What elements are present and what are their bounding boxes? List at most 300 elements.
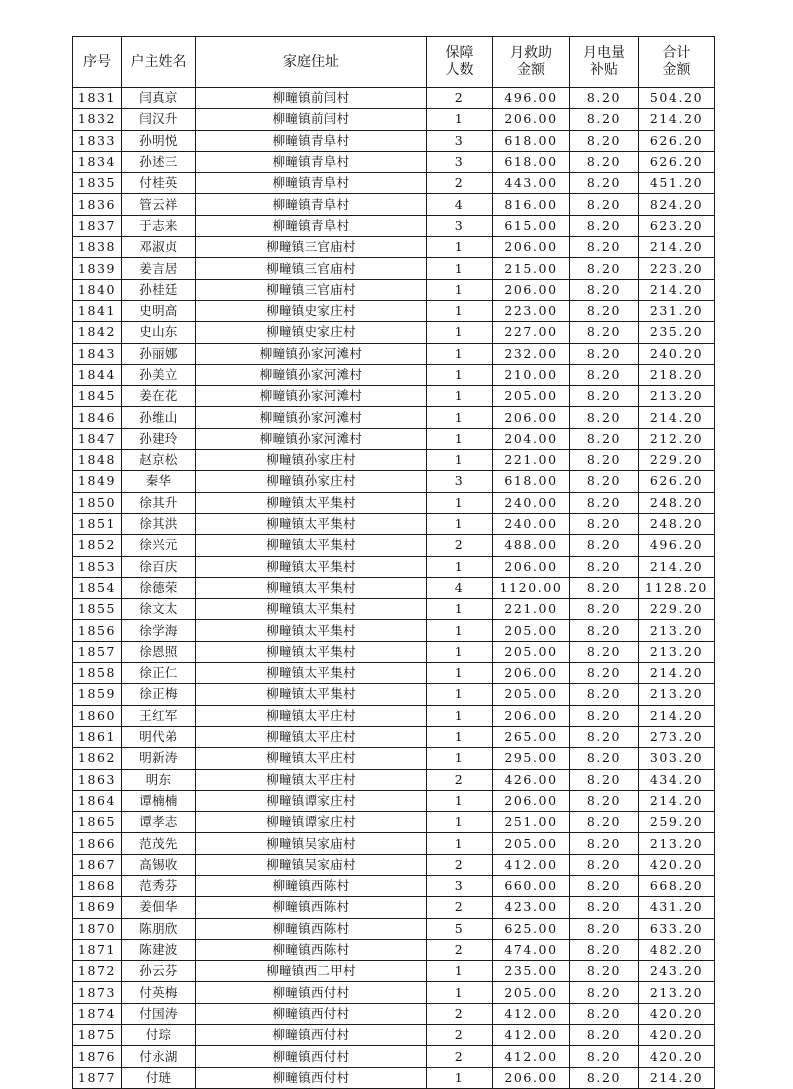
subsidy-cell: 8.20 — [570, 215, 639, 236]
address-cell: 柳疃镇西付村 — [196, 1003, 427, 1024]
serial-cell: 1866 — [73, 833, 122, 854]
serial-cell: 1850 — [73, 492, 122, 513]
subsidy-cell: 8.20 — [570, 428, 639, 449]
address-cell: 柳疃镇孙家河滩村 — [196, 386, 427, 407]
name-cell: 闫真京 — [122, 88, 196, 109]
aid-cell: 206.00 — [493, 663, 570, 684]
subsidy-cell: 8.20 — [570, 982, 639, 1003]
table-row — [73, 258, 715, 279]
table-row — [73, 939, 715, 960]
persons-cell: 1 — [427, 237, 493, 258]
total-cell: 420.20 — [639, 1003, 715, 1024]
persons-cell: 2 — [427, 1046, 493, 1067]
address-cell: 柳疃镇太平集村 — [196, 535, 427, 556]
serial-cell: 1859 — [73, 684, 122, 705]
aid-cell: 816.00 — [493, 194, 570, 215]
total-cell: 626.20 — [639, 151, 715, 172]
subsidy-cell: 8.20 — [570, 88, 639, 109]
address-cell: 柳疃镇史家庄村 — [196, 322, 427, 343]
serial-cell: 1871 — [73, 939, 122, 960]
address-cell: 柳疃镇太平集村 — [196, 684, 427, 705]
aid-cell: 206.00 — [493, 109, 570, 130]
subsidy-cell: 8.20 — [570, 620, 639, 641]
serial-cell: 1831 — [73, 88, 122, 109]
table-row — [73, 407, 715, 428]
aid-cell: 625.00 — [493, 918, 570, 939]
subsidy-cell: 8.20 — [570, 173, 639, 194]
table-row — [73, 279, 715, 300]
serial-cell: 1833 — [73, 130, 122, 151]
aid-cell: 206.00 — [493, 1067, 570, 1088]
serial-cell: 1849 — [73, 471, 122, 492]
persons-cell: 1 — [427, 343, 493, 364]
serial-cell: 1841 — [73, 300, 122, 321]
serial-cell: 1835 — [73, 173, 122, 194]
serial-cell: 1877 — [73, 1067, 122, 1088]
address-cell: 柳疃镇西陈村 — [196, 939, 427, 960]
serial-cell: 1870 — [73, 918, 122, 939]
persons-cell: 2 — [427, 854, 493, 875]
serial-cell: 1844 — [73, 364, 122, 385]
serial-cell: 1839 — [73, 258, 122, 279]
name-cell: 闫汉升 — [122, 109, 196, 130]
total-cell: 235.20 — [639, 322, 715, 343]
address-cell: 柳疃镇西陈村 — [196, 875, 427, 896]
aid-cell: 251.00 — [493, 812, 570, 833]
subsidy-cell: 8.20 — [570, 599, 639, 620]
subsidy-cell: 8.20 — [570, 386, 639, 407]
name-cell: 徐兴元 — [122, 535, 196, 556]
address-cell: 柳疃镇太平集村 — [196, 599, 427, 620]
table-row — [73, 726, 715, 747]
aid-cell: 240.00 — [493, 513, 570, 534]
persons-cell: 4 — [427, 577, 493, 598]
name-cell: 史山东 — [122, 322, 196, 343]
name-cell: 付琮 — [122, 1025, 196, 1046]
serial-cell: 1840 — [73, 279, 122, 300]
persons-cell: 2 — [427, 1025, 493, 1046]
address-cell: 柳疃镇谭家庄村 — [196, 790, 427, 811]
address-cell: 柳疃镇三官庙村 — [196, 258, 427, 279]
total-cell: 240.20 — [639, 343, 715, 364]
aid-cell: 412.00 — [493, 1025, 570, 1046]
table-row — [73, 471, 715, 492]
aid-cell: 412.00 — [493, 1046, 570, 1067]
serial-cell: 1873 — [73, 982, 122, 1003]
aid-cell: 210.00 — [493, 364, 570, 385]
col-header-total: 合计 金额 — [639, 37, 715, 88]
total-cell: 213.20 — [639, 620, 715, 641]
persons-cell: 1 — [427, 748, 493, 769]
persons-cell: 1 — [427, 726, 493, 747]
persons-cell: 3 — [427, 471, 493, 492]
persons-cell: 2 — [427, 769, 493, 790]
name-cell: 徐正仁 — [122, 663, 196, 684]
name-cell: 史明高 — [122, 300, 196, 321]
subsidy-cell: 8.20 — [570, 918, 639, 939]
serial-cell: 1861 — [73, 726, 122, 747]
address-cell: 柳疃镇西陈村 — [196, 918, 427, 939]
persons-cell: 1 — [427, 322, 493, 343]
serial-cell: 1857 — [73, 641, 122, 662]
aid-cell: 221.00 — [493, 450, 570, 471]
aid-cell: 205.00 — [493, 684, 570, 705]
col-header-monthly-aid: 月救助 金额 — [493, 37, 570, 88]
persons-cell: 1 — [427, 300, 493, 321]
address-cell: 柳疃镇西付村 — [196, 982, 427, 1003]
subsidy-cell: 8.20 — [570, 151, 639, 172]
name-cell: 管云祥 — [122, 194, 196, 215]
address-cell: 柳疃镇三官庙村 — [196, 237, 427, 258]
table-row — [73, 1067, 715, 1088]
address-cell: 柳疃镇太平庄村 — [196, 705, 427, 726]
persons-cell: 1 — [427, 684, 493, 705]
persons-cell: 1 — [427, 386, 493, 407]
subsidy-cell: 8.20 — [570, 471, 639, 492]
total-cell: 213.20 — [639, 641, 715, 662]
serial-cell: 1853 — [73, 556, 122, 577]
total-cell: 243.20 — [639, 961, 715, 982]
subsidy-cell: 8.20 — [570, 109, 639, 130]
persons-cell: 1 — [427, 812, 493, 833]
subsidy-cell: 8.20 — [570, 833, 639, 854]
address-cell: 柳疃镇太平集村 — [196, 556, 427, 577]
subsidy-cell: 8.20 — [570, 663, 639, 684]
total-cell: 434.20 — [639, 769, 715, 790]
total-cell: 248.20 — [639, 492, 715, 513]
aid-cell: 423.00 — [493, 897, 570, 918]
aid-cell: 235.00 — [493, 961, 570, 982]
address-cell: 柳疃镇孙家庄村 — [196, 471, 427, 492]
table-row — [73, 812, 715, 833]
total-cell: 214.20 — [639, 237, 715, 258]
name-cell: 邓淑贞 — [122, 237, 196, 258]
name-cell: 孙桂廷 — [122, 279, 196, 300]
total-cell: 231.20 — [639, 300, 715, 321]
address-cell: 柳疃镇前闫村 — [196, 109, 427, 130]
persons-cell: 4 — [427, 194, 493, 215]
persons-cell: 2 — [427, 173, 493, 194]
address-cell: 柳疃镇前闫村 — [196, 88, 427, 109]
total-cell: 633.20 — [639, 918, 715, 939]
address-cell: 柳疃镇太平集村 — [196, 577, 427, 598]
name-cell: 秦华 — [122, 471, 196, 492]
name-cell: 徐恩照 — [122, 641, 196, 662]
persons-cell: 3 — [427, 875, 493, 896]
serial-cell: 1847 — [73, 428, 122, 449]
table-row — [73, 748, 715, 769]
address-cell: 柳疃镇史家庄村 — [196, 300, 427, 321]
subsidy-cell: 8.20 — [570, 1025, 639, 1046]
serial-cell: 1837 — [73, 215, 122, 236]
persons-cell: 3 — [427, 130, 493, 151]
serial-cell: 1876 — [73, 1046, 122, 1067]
total-cell: 214.20 — [639, 663, 715, 684]
aid-cell: 265.00 — [493, 726, 570, 747]
name-cell: 姜佃华 — [122, 897, 196, 918]
address-cell: 柳疃镇西陈村 — [196, 897, 427, 918]
serial-cell: 1845 — [73, 386, 122, 407]
persons-cell: 1 — [427, 790, 493, 811]
address-cell: 柳疃镇孙家河滩村 — [196, 428, 427, 449]
name-cell: 徐其洪 — [122, 513, 196, 534]
subsidy-cell: 8.20 — [570, 812, 639, 833]
persons-cell: 1 — [427, 450, 493, 471]
name-cell: 范茂先 — [122, 833, 196, 854]
total-cell: 223.20 — [639, 258, 715, 279]
name-cell: 孙丽娜 — [122, 343, 196, 364]
name-cell: 姜在花 — [122, 386, 196, 407]
subsidy-cell: 8.20 — [570, 684, 639, 705]
address-cell: 柳疃镇太平集村 — [196, 492, 427, 513]
total-cell: 214.20 — [639, 556, 715, 577]
persons-cell: 2 — [427, 535, 493, 556]
aid-cell: 443.00 — [493, 173, 570, 194]
address-cell: 柳疃镇青阜村 — [196, 215, 427, 236]
name-cell: 陈建波 — [122, 939, 196, 960]
subsidy-cell: 8.20 — [570, 1003, 639, 1024]
subsidy-cell: 8.20 — [570, 556, 639, 577]
serial-cell: 1869 — [73, 897, 122, 918]
total-cell: 420.20 — [639, 854, 715, 875]
address-cell: 柳疃镇太平集村 — [196, 513, 427, 534]
table-row — [73, 790, 715, 811]
table-row — [73, 641, 715, 662]
table-row — [73, 897, 715, 918]
total-cell: 259.20 — [639, 812, 715, 833]
name-cell: 孙维山 — [122, 407, 196, 428]
table-row — [73, 1003, 715, 1024]
subsidy-cell: 8.20 — [570, 343, 639, 364]
serial-cell: 1856 — [73, 620, 122, 641]
total-cell: 451.20 — [639, 173, 715, 194]
name-cell: 徐德荣 — [122, 577, 196, 598]
aid-cell: 205.00 — [493, 620, 570, 641]
aid-cell: 206.00 — [493, 705, 570, 726]
serial-cell: 1865 — [73, 812, 122, 833]
aid-cell: 232.00 — [493, 343, 570, 364]
subsidy-cell: 8.20 — [570, 939, 639, 960]
total-cell: 504.20 — [639, 88, 715, 109]
persons-cell: 1 — [427, 279, 493, 300]
serial-cell: 1864 — [73, 790, 122, 811]
address-cell: 柳疃镇西付村 — [196, 1025, 427, 1046]
subsidy-cell: 8.20 — [570, 769, 639, 790]
table-row — [73, 854, 715, 875]
subsidy-cell: 8.20 — [570, 130, 639, 151]
name-cell: 范秀芬 — [122, 875, 196, 896]
persons-cell: 1 — [427, 428, 493, 449]
total-cell: 626.20 — [639, 130, 715, 151]
persons-cell: 1 — [427, 620, 493, 641]
col-header-power-subsidy: 月电量 补贴 — [570, 37, 639, 88]
total-cell: 431.20 — [639, 897, 715, 918]
relief-roster — [72, 36, 715, 1089]
total-cell: 420.20 — [639, 1025, 715, 1046]
subsidy-cell: 8.20 — [570, 961, 639, 982]
table-row — [73, 769, 715, 790]
col-header-householder: 户主姓名 — [122, 37, 196, 88]
persons-cell: 1 — [427, 599, 493, 620]
address-cell: 柳疃镇太平庄村 — [196, 726, 427, 747]
table-row — [73, 450, 715, 471]
serial-cell: 1846 — [73, 407, 122, 428]
name-cell: 付国涛 — [122, 1003, 196, 1024]
subsidy-cell: 8.20 — [570, 279, 639, 300]
total-cell: 496.20 — [639, 535, 715, 556]
aid-cell: 660.00 — [493, 875, 570, 896]
aid-cell: 618.00 — [493, 151, 570, 172]
serial-cell: 1836 — [73, 194, 122, 215]
table-row — [73, 322, 715, 343]
name-cell: 赵京松 — [122, 450, 196, 471]
persons-cell: 1 — [427, 641, 493, 662]
subsidy-cell: 8.20 — [570, 897, 639, 918]
total-cell: 214.20 — [639, 790, 715, 811]
name-cell: 徐其升 — [122, 492, 196, 513]
aid-cell: 1120.00 — [493, 577, 570, 598]
total-cell: 626.20 — [639, 471, 715, 492]
address-cell: 柳疃镇青阜村 — [196, 194, 427, 215]
persons-cell: 1 — [427, 663, 493, 684]
serial-cell: 1867 — [73, 854, 122, 875]
subsidy-cell: 8.20 — [570, 577, 639, 598]
total-cell: 218.20 — [639, 364, 715, 385]
table-row — [73, 1046, 715, 1067]
persons-cell: 3 — [427, 151, 493, 172]
subsidy-cell: 8.20 — [570, 1046, 639, 1067]
aid-cell: 215.00 — [493, 258, 570, 279]
aid-cell: 412.00 — [493, 1003, 570, 1024]
aid-cell: 206.00 — [493, 237, 570, 258]
total-cell: 213.20 — [639, 684, 715, 705]
subsidy-cell: 8.20 — [570, 705, 639, 726]
serial-cell: 1843 — [73, 343, 122, 364]
col-header-persons: 保障 人数 — [427, 37, 493, 88]
total-cell: 229.20 — [639, 450, 715, 471]
persons-cell: 1 — [427, 982, 493, 1003]
total-cell: 213.20 — [639, 833, 715, 854]
aid-cell: 206.00 — [493, 790, 570, 811]
persons-cell: 1 — [427, 407, 493, 428]
name-cell: 王红军 — [122, 705, 196, 726]
persons-cell: 1 — [427, 556, 493, 577]
subsidy-cell: 8.20 — [570, 535, 639, 556]
name-cell: 付永湖 — [122, 1046, 196, 1067]
aid-cell: 412.00 — [493, 854, 570, 875]
total-cell: 229.20 — [639, 599, 715, 620]
aid-cell: 205.00 — [493, 386, 570, 407]
aid-cell: 206.00 — [493, 407, 570, 428]
address-cell: 柳疃镇西二甲村 — [196, 961, 427, 982]
total-cell: 623.20 — [639, 215, 715, 236]
address-cell: 柳疃镇太平集村 — [196, 663, 427, 684]
table-row — [73, 556, 715, 577]
serial-cell: 1842 — [73, 322, 122, 343]
table-row — [73, 705, 715, 726]
address-cell: 柳疃镇太平集村 — [196, 620, 427, 641]
persons-cell: 1 — [427, 364, 493, 385]
total-cell: 214.20 — [639, 109, 715, 130]
total-cell: 214.20 — [639, 1067, 715, 1088]
persons-cell: 2 — [427, 1003, 493, 1024]
col-header-serial: 序号 — [73, 37, 122, 88]
table-row — [73, 215, 715, 236]
subsidy-cell: 8.20 — [570, 194, 639, 215]
total-cell: 248.20 — [639, 513, 715, 534]
header-row — [73, 37, 715, 88]
name-cell: 孙美立 — [122, 364, 196, 385]
address-cell: 柳疃镇吴家庙村 — [196, 854, 427, 875]
name-cell: 付英梅 — [122, 982, 196, 1003]
table-row — [73, 130, 715, 151]
table-row — [73, 1025, 715, 1046]
aid-cell: 204.00 — [493, 428, 570, 449]
address-cell: 柳疃镇吴家庙村 — [196, 833, 427, 854]
aid-cell: 618.00 — [493, 471, 570, 492]
table-row — [73, 961, 715, 982]
table-row — [73, 386, 715, 407]
serial-cell: 1848 — [73, 450, 122, 471]
aid-cell: 206.00 — [493, 556, 570, 577]
table-row — [73, 535, 715, 556]
total-cell: 214.20 — [639, 705, 715, 726]
address-cell: 柳疃镇孙家河滩村 — [196, 407, 427, 428]
serial-cell: 1872 — [73, 961, 122, 982]
persons-cell: 1 — [427, 258, 493, 279]
aid-cell: 205.00 — [493, 641, 570, 662]
table-row — [73, 684, 715, 705]
aid-cell: 615.00 — [493, 215, 570, 236]
address-cell: 柳疃镇孙家河滩村 — [196, 364, 427, 385]
table-row — [73, 875, 715, 896]
aid-cell: 474.00 — [493, 939, 570, 960]
serial-cell: 1858 — [73, 663, 122, 684]
persons-cell: 3 — [427, 215, 493, 236]
table-row — [73, 577, 715, 598]
aid-cell: 205.00 — [493, 982, 570, 1003]
serial-cell: 1874 — [73, 1003, 122, 1024]
total-cell: 212.20 — [639, 428, 715, 449]
persons-cell: 1 — [427, 492, 493, 513]
aid-cell: 488.00 — [493, 535, 570, 556]
address-cell: 柳疃镇孙家庄村 — [196, 450, 427, 471]
total-cell: 214.20 — [639, 407, 715, 428]
table-row — [73, 237, 715, 258]
subsidy-cell: 8.20 — [570, 450, 639, 471]
aid-cell: 227.00 — [493, 322, 570, 343]
name-cell: 孙建玲 — [122, 428, 196, 449]
persons-cell: 2 — [427, 88, 493, 109]
name-cell: 明代弟 — [122, 726, 196, 747]
persons-cell: 1 — [427, 705, 493, 726]
persons-cell: 1 — [427, 1067, 493, 1088]
address-cell: 柳疃镇青阜村 — [196, 173, 427, 194]
name-cell: 高锡收 — [122, 854, 196, 875]
table-row — [73, 364, 715, 385]
persons-cell: 1 — [427, 513, 493, 534]
aid-cell: 221.00 — [493, 599, 570, 620]
table-row — [73, 343, 715, 364]
aid-cell: 205.00 — [493, 833, 570, 854]
name-cell: 徐正梅 — [122, 684, 196, 705]
table-row — [73, 663, 715, 684]
table-row — [73, 599, 715, 620]
total-cell: 824.20 — [639, 194, 715, 215]
address-cell: 柳疃镇孙家河滩村 — [196, 343, 427, 364]
serial-cell: 1863 — [73, 769, 122, 790]
table-row — [73, 428, 715, 449]
